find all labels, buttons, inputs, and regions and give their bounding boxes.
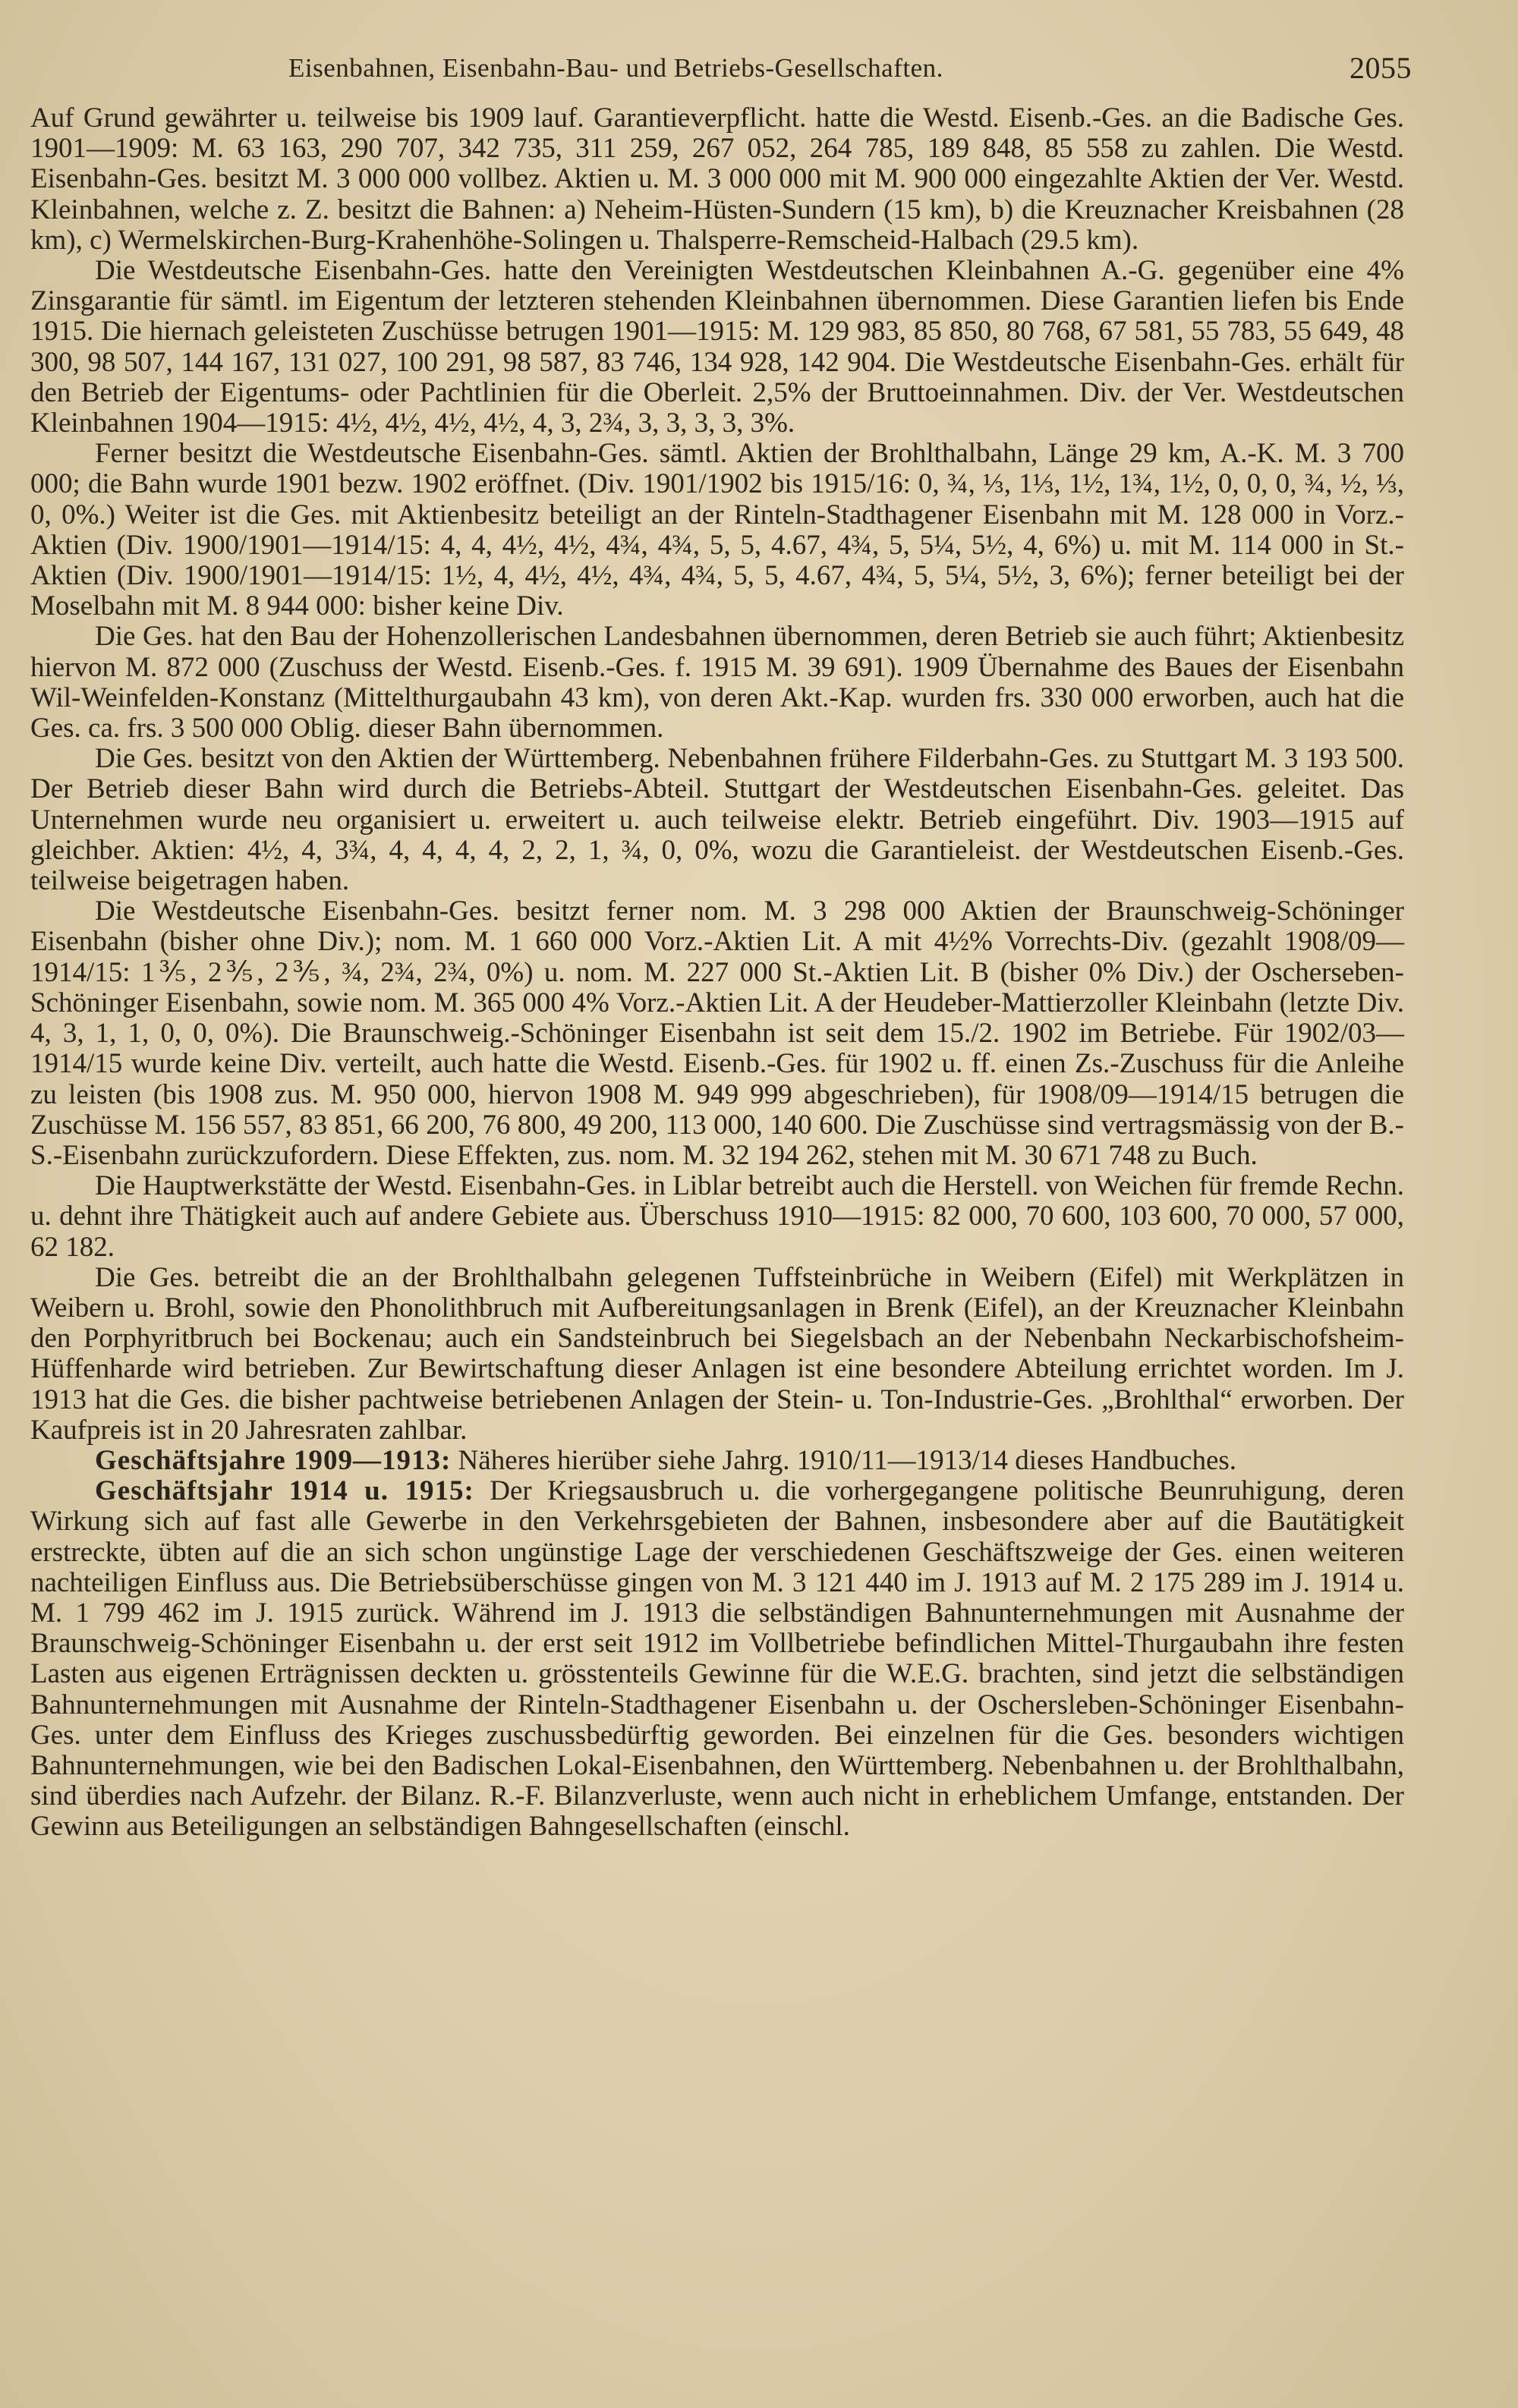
paragraph-text: Näheres hierüber siehe Jahrg. 1910/11—1913/14 dieses Handbuches.	[458, 1444, 1237, 1476]
page-number: 2055	[1350, 51, 1412, 85]
paragraph-text: Die Ges. betreibt die an der Brohlthalbahn gelegenen Tuffsteinbrüche in Weibern (Eifel) mit Werkplätzen in Weibern u. Brohl, sowie den Phonolithbruch mit Aufbereitungsanlagen in Brenk (Eifel), an der Kreuznacher Kleinbahn den Porphyritbruch bei Bockenau; auch ein Sandsteinbruch bei Siegelsbach an der Nebenbahn Neckarbischofsheim-Hüffenharde wird betrieben. Zur Bewirtschaftung dieser Anlagen ist eine besondere Abteilung errichtet worden. Im J. 1913 hat die Ges. die bisher pachtweise betriebenen Anlagen der Stein- u. Ton-Industrie-Ges. „Brohlthal“ erworben. Der Kaufpreis ist in 20 Jahresraten zahlbar.	[30, 1261, 1404, 1446]
paragraph-6	[30, 896, 1404, 1171]
section-heading: Geschäftsjahre 1909—1913:	[95, 1444, 452, 1476]
paragraph-1	[30, 103, 1404, 256]
paragraph-text: Ferner besitzt die Westdeutsche Eisenbahn-Ges. sämtl. Aktien der Brohlthalbahn, Länge 29 km, A.-K. M. 3 700 000; die Bahn wurde 1901 bezw. 1902 eröffnet. (Div. 1901/1902 bis 1915/16: 0, ¾, ⅓, 1⅓, 1½, 1¾, 1½, 0, 0, 0, ¾, ½, ⅓, 0, 0%.) Weiter ist die Ges. mit Aktienbesitz beteiligt an der Rinteln-Stadthagener Eisenbahn mit M. 128 000 in Vorz.-Aktien (Div. 1900/1901—1914/15: 4, 4, 4½, 4½, 4¾, 4¾, 5, 5, 4.67, 4¾, 5, 5¼, 5½, 4, 6%) u. mit M. 114 000 in St.-Aktien (Div. 1900/1901—1914/15: 1½, 4, 4½, 4½, 4¾, 4¾, 5, 5, 4.67, 4¾, 5, 5¼, 5½, 3, 6%); ferner beteiligt bei der Moselbahn mit M. 8 944 000: bisher keine Div.	[30, 438, 1404, 622]
running-title: Eisenbahnen, Eisenbahn-Bau- und Betriebs-Gesellschaften.	[288, 53, 943, 83]
paragraph-text: Die Hauptwerkstätte der Westd. Eisenbahn-Ges. in Liblar betreibt auch die Herstell. von Weichen für fremde Rechn. u. dehnt ihre Thätigkeit auch auf andere Gebiete aus. Überschuss 1910—1915: 82 000, 70 600, 103 600, 70 000, 57 000, 62 182.	[30, 1170, 1404, 1263]
paragraph-10	[30, 1476, 1404, 1842]
page-header	[30, 50, 1412, 103]
paragraph-text: Die Ges. hat den Bau der Hohenzollerischen Landesbahnen übernommen, deren Betrieb sie auch führt; Aktienbesitz hiervon M. 872 000 (Zuschuss der Westd. Eisenb.-Ges. f. 1915 M. 39 691). 1909 Übernahme des Baues der Eisenbahn Wil-Weinfelden-Konstanz (Mittelthurgaubahn 43 km), von deren Akt.-Kap. wurden frs. 330 000 erworben, auch hat die Ges. ca. frs. 3 500 000 Oblig. dieser Bahn übernommen.	[30, 621, 1404, 744]
paragraph-5	[30, 744, 1404, 896]
paragraph-text: Auf Grund gewährter u. teilweise bis 1909 lauf. Garantieverpflicht. hatte die Westd. Eisenb.-Ges. an die Badische Ges. 1901—1909: M. 63 163, 290 707, 342 735, 311 259, 267 052, 264 785, 189 848, 85 558 zu zahlen. Die Westd. Eisenbahn-Ges. besitzt M. 3 000 000 vollbez. Aktien u. M. 3 000 000 mit M. 900 000 eingezahlte Aktien der Ver. Westd. Kleinbahnen, welche z. Z. besitzt die Bahnen: a) Neheim-Hüsten-Sundern (15 km), b) die Kreuznacher Kreisbahnen (28 km), c) Wermelskirchen-Burg-Krahenhöhe-Solingen u. Thalsperre-Remscheid-Halbach (29.5 km).	[30, 102, 1404, 256]
paragraph-3	[30, 439, 1404, 622]
paragraph-7	[30, 1171, 1404, 1263]
body-text	[30, 103, 1404, 1843]
paragraph-text: Die Westdeutsche Eisenbahn-Ges. hatte den Vereinigten Westdeutschen Kleinbahnen A.-G. gegenüber eine 4% Zinsgarantie für sämtl. im Eigentum der letzteren stehenden Kleinbahnen übernommen. Diese Garantien liefen bis Ende 1915. Die hiernach geleisteten Zuschüsse betrugen 1901—1915: M. 129 983, 85 850, 80 768, 67 581, 55 783, 55 649, 48 300, 98 507, 144 167, 131 027, 100 291, 98 587, 83 746, 134 928, 142 904. Die Westdeutsche Eisenbahn-Ges. erhält für den Betrieb der Eigentums- oder Pachtlinien für die Oberleit. 2,5% der Bruttoeinnahmen. Div. der Ver. Westdeutschen Kleinbahnen 1904—1915: 4½, 4½, 4½, 4½, 4, 3, 2¾, 3, 3, 3, 3, 3%.	[30, 255, 1404, 439]
paragraph-text: Die Westdeutsche Eisenbahn-Ges. besitzt ferner nom. M. 3 298 000 Aktien der Braunschweig-Schöninger Eisenbahn (bisher ohne Div.); nom. M. 1 660 000 Vorz.-Aktien Lit. A mit 4½% Vorrechts-Div. (gezahlt 1908/09—1914/15: 1⅗, 2⅗, 2⅗, ¾, 2¾, 2¾, 0%) u. nom. M. 227 000 St.-Aktien Lit. B (bisher 0% Div.) der Oscherseben-Schöninger Eisenbahn, sowie nom. M. 365 000 4% Vorz.-Aktien Lit. A der Heudeber-Mattierzoller Kleinbahn (letzte Div. 4, 3, 1, 1, 0, 0, 0%). Die Braunschweig.-Schöninger Eisenbahn ist seit dem 15./2. 1902 im Betriebe. Für 1902/03—1914/15 wurde keine Div. verteilt, auch hatte die Westd. Eisenb.-Ges. für 1902 u. ff. einen Zs.-Zuschuss für die Anleihe zu leisten (bis 1908 zus. M. 950 000, hiervon 1908 M. 949 999 abgeschrieben), für 1908/09—1914/15 betrugen die Zuschüsse M. 156 557, 83 851, 66 200, 76 800, 49 200, 113 000, 140 600. Die Zuschüsse sind vertragsmässig von der B.-S.-Eisenbahn zurückzufordern. Diese Effekten, zus. nom. M. 32 194 262, stehen mit M. 30 671 748 zu Buch.	[30, 896, 1404, 1171]
section-heading: Geschäftsjahr 1914 u. 1915:	[95, 1475, 474, 1507]
paragraph-9	[30, 1446, 1404, 1476]
paragraph-text: Die Ges. besitzt von den Aktien der Württemberg. Nebenbahnen frühere Filderbahn-Ges. zu Stuttgart M. 3 193 500. Der Betrieb dieser Bahn wird durch die Betriebs-Abteil. Stuttgart der Westdeutschen Eisenbahn-Ges. geleitet. Das Unternehmen wurde neu organisiert u. erweitert u. auch teilweise elektr. Betrieb eingeführt. Div. 1903—1915 auf gleichber. Aktien: 4½, 4, 3¾, 4, 4, 4, 4, 2, 2, 1, ¾, 0, 0%, wozu die Garantieleist. der Westdeutschen Eisenb.-Ges. teilweise beigetragen haben.	[30, 743, 1404, 897]
paragraph-8	[30, 1263, 1404, 1446]
paragraph-4	[30, 622, 1404, 744]
paragraph-text: Der Kriegsausbruch u. die vorhergegangene politische Beunruhigung, deren Wirkung sich auf fast alle Gewerbe in den Verkehrsgebieten der Bahnen, insbesondere aber auf die Bautätigkeit erstreckte, übten auf die an sich schon ungünstige Lage der verschiedenen Geschäftszweige der Ges. einen weiteren nachteiligen Einfluss aus. Die Betriebsüberschüsse gingen von M. 3 121 440 im J. 1913 auf M. 2 175 289 im J. 1914 u. M. 1 799 462 im J. 1915 zurück. Während im J. 1913 die selbständigen Bahnunternehmungen mit Ausnahme der Braunschweig-Schöninger Eisenbahn u. der erst seit 1912 im Vollbetriebe befindlichen Mittel-Thurgaubahn ihre festen Lasten aus eigenen Erträgnissen deckten u. grösstenteils Gewinne für die W.E.G. brachten, sind jetzt die selbständigen Bahnunternehmungen mit Ausnahme der Rinteln-Stadthagener Eisenbahn u. der Oschersleben-Schöninger Eisenbahn-Ges. unter dem Einfluss des Krieges zuschussbedürftig geworden. Bei einzelnen für die Ges. besonders wichtigen Bahnunternehmungen, wie bei den Badischen Lokal-Eisenbahnen, den Württemberg. Nebenbahnen u. der Brohlthalbahn, sind überdies nach Aufzehr. der Bilanz. R.-F. Bilanzverluste, wenn auch nicht in erheblichem Umfange, entstanden. Der Gewinn aus Beteiligungen an selbständigen Bahngesellschaften (einschl.	[30, 1475, 1404, 1843]
paragraph-2	[30, 256, 1404, 439]
